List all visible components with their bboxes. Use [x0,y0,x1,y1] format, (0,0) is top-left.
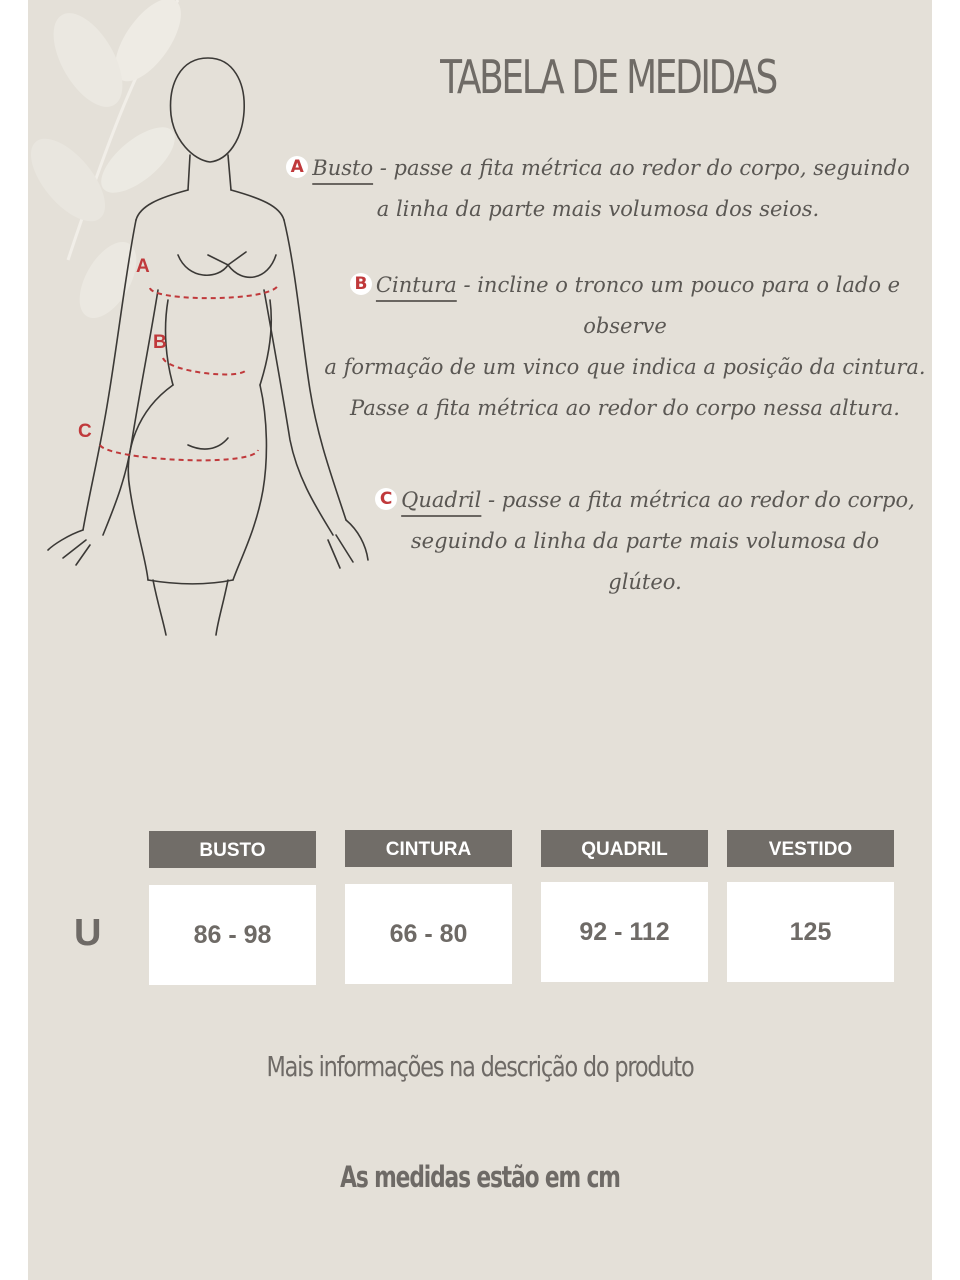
table-column-quadril [541,830,708,982]
table-cell-busto: 86 - 98 [149,885,316,985]
table-column-vestido [727,830,894,982]
busto-line-1 [268,148,928,189]
table-column-cintura [345,830,512,984]
footer-units-text: As medidas estão em cm [340,1160,620,1194]
cintura-text-1: - incline o tronco um pouco para o lado e [456,273,901,297]
busto-description [268,148,928,230]
cintura-line-1 [318,265,932,306]
quadril-badge: C [375,488,397,510]
size-chart-page [28,0,932,1280]
size-row-label: U [74,912,102,954]
quadril-text-1: - passe a fita métrica ao redor do corpo, [481,488,915,512]
table-cell-quadril: 92 - 112 [541,882,708,982]
table-header-busto: BUSTO [149,831,316,868]
cintura-badge: B [350,273,372,295]
cintura-line-3: a formação de um vinco que indica a posição da cintura. [324,355,926,379]
cintura-line-4: Passe a fita métrica ao redor do corpo nessa altura. [350,396,900,420]
cintura-term: Cintura [375,273,457,297]
table-column-busto [149,831,316,985]
table-cell-cintura: 66 - 80 [345,884,512,984]
busto-text-1: - passe a fita métrica ao redor do corpo, seguindo [373,156,910,180]
busto-badge: A [286,156,308,178]
page-title: TABELA DE MEDIDAS [440,50,776,104]
quadril-line-3: glúteo. [608,570,682,594]
figure-label-b: B [153,332,167,353]
table-header-cintura: CINTURA [345,830,512,867]
quadril-line-2: seguindo a linha da parte mais volumosa do [410,529,880,553]
table-header-quadril: QUADRIL [541,830,708,867]
quadril-line-1 [358,480,932,521]
figure-label-c: C [78,421,92,442]
cintura-description [318,265,932,429]
table-header-vestido: VESTIDO [727,830,894,867]
busto-line-2: a linha da parte mais volumosa dos seios. [376,197,820,221]
quadril-description [358,480,932,603]
busto-term: Busto [312,156,374,180]
figure-label-a: A [136,256,150,277]
table-cell-vestido: 125 [727,882,894,982]
footer-info-text: Mais informações na descrição do produto [266,1050,694,1083]
cintura-line-2: observe [583,314,667,338]
quadril-term: Quadril [401,488,482,512]
